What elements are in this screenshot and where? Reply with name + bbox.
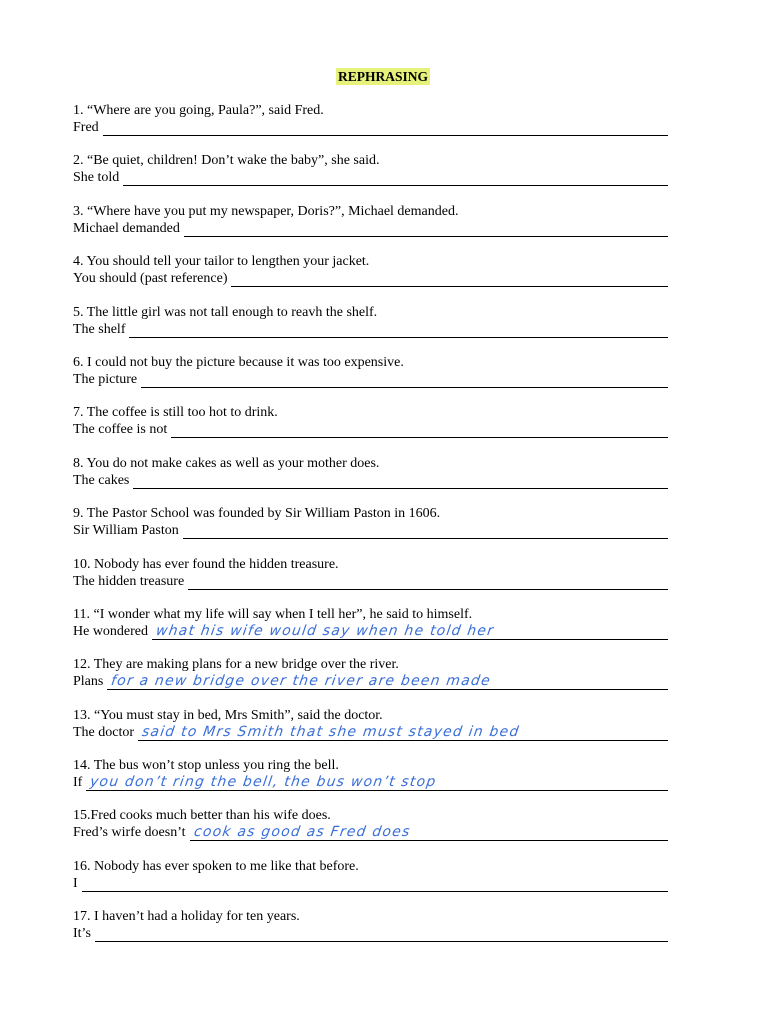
answer-stem: Sir William Paston xyxy=(73,523,179,539)
answer-blank[interactable] xyxy=(138,725,668,741)
exercise-item xyxy=(73,404,668,454)
exercise-item xyxy=(73,757,668,807)
answer-blank[interactable] xyxy=(231,271,668,287)
exercise-item xyxy=(73,858,668,908)
answer-stem: It’s xyxy=(73,926,91,942)
answer-row xyxy=(73,673,668,690)
answer-stem: The doctor xyxy=(73,724,135,740)
exercise-prompt: 15.Fred cooks much better than his wife does. xyxy=(73,808,331,824)
page-title: REPHRASING xyxy=(337,69,428,84)
answer-stem: I xyxy=(73,875,78,891)
answer-blank[interactable] xyxy=(152,624,668,640)
answer-row xyxy=(73,119,668,136)
handwritten-answer: you don’t ring the bell, the bus won’t stop xyxy=(89,774,438,791)
exercise-item xyxy=(73,253,668,303)
exercise-prompt: 13. “You must stay in bed, Mrs Smith”, said the doctor. xyxy=(73,707,383,723)
exercise-prompt: 5. The little girl was not tall enough to reavh the shelf. xyxy=(73,304,378,320)
answer-blank[interactable] xyxy=(141,372,668,388)
answer-blank[interactable] xyxy=(133,473,668,489)
exercise-item xyxy=(73,455,668,505)
answer-stem: Fred’s wirfe doesn’t xyxy=(73,825,186,841)
answer-blank[interactable] xyxy=(190,825,669,841)
exercise-prompt: 1. “Where are you going, Paula?”, said Fred. xyxy=(73,103,324,118)
answer-stem: The coffee is not xyxy=(73,422,168,438)
exercise-prompt: 9. The Pastor School was founded by Sir William Paston in 1606. xyxy=(73,506,441,522)
answer-row xyxy=(73,421,668,438)
exercise-item xyxy=(73,354,668,404)
answer-blank[interactable] xyxy=(129,322,668,338)
handwritten-answer: said to Mrs Smith that she must stayed in bed xyxy=(140,723,521,740)
handwritten-answer: for a new bridge over the river are been made xyxy=(110,673,493,690)
answer-stem: The picture xyxy=(73,371,138,387)
answer-stem: She told xyxy=(73,170,120,186)
answer-blank[interactable] xyxy=(82,876,668,892)
exercise-item xyxy=(73,505,668,555)
exercise-prompt: 10. Nobody has ever found the hidden treasure. xyxy=(73,556,339,572)
answer-blank[interactable] xyxy=(103,120,668,136)
exercise-prompt: 7. The coffee is still too hot to drink. xyxy=(73,405,278,421)
exercise-item xyxy=(73,807,668,857)
answer-row xyxy=(73,169,668,186)
answer-row xyxy=(73,875,668,892)
exercise-prompt: 14. The bus won’t stop unless you ring the bell. xyxy=(73,758,339,774)
exercise-prompt: 2. “Be quiet, children! Don’t wake the baby”, she said. xyxy=(73,153,380,169)
answer-stem: Plans xyxy=(73,674,104,690)
answer-stem: He wondered xyxy=(73,623,149,639)
exercise-prompt: 16. Nobody has ever spoken to me like that before. xyxy=(73,858,359,874)
exercise-item xyxy=(73,152,668,202)
answer-stem: If xyxy=(73,775,83,791)
exercise-item xyxy=(73,606,668,656)
answer-row xyxy=(73,522,668,539)
answer-blank[interactable] xyxy=(123,170,668,186)
answer-blank[interactable] xyxy=(188,574,668,590)
exercise-item xyxy=(73,656,668,706)
answer-row xyxy=(73,321,668,338)
exercise-prompt: 11. “I wonder what my life will say when I tell her”, he said to himself. xyxy=(73,606,473,622)
exercise-prompt: 6. I could not buy the picture because it was too expensive. xyxy=(73,354,404,370)
answer-blank[interactable] xyxy=(95,926,668,942)
answer-blank[interactable] xyxy=(171,422,668,438)
answer-stem: Michael demanded xyxy=(73,220,180,236)
answer-row xyxy=(73,220,668,237)
exercise-item xyxy=(73,203,668,253)
answer-row xyxy=(73,573,668,590)
title-container xyxy=(0,68,768,86)
answer-row xyxy=(73,774,668,791)
answer-row xyxy=(73,270,668,287)
answer-row xyxy=(73,824,668,841)
answer-row xyxy=(73,472,668,489)
exercise-prompt: 8. You do not make cakes as well as your mother does. xyxy=(73,455,380,471)
answer-blank[interactable] xyxy=(86,775,668,791)
exercise-item xyxy=(73,102,668,152)
answer-blank[interactable] xyxy=(183,523,668,539)
exercise-prompt: 17. I haven’t had a holiday for ten years. xyxy=(73,909,300,925)
answer-stem: The hidden treasure xyxy=(73,573,185,589)
exercise-item xyxy=(73,556,668,606)
answer-stem: The cakes xyxy=(73,472,130,488)
answer-row xyxy=(73,724,668,741)
answer-stem: Fred xyxy=(73,120,99,135)
handwritten-answer: cook as good as Fred does xyxy=(192,824,412,841)
answer-row xyxy=(73,925,668,942)
answer-stem: You should (past reference) xyxy=(73,271,228,287)
exercise-item xyxy=(73,707,668,757)
exercise-prompt: 3. “Where have you put my newspaper, Doris?”, Michael demanded. xyxy=(73,203,459,219)
exercise-prompt: 4. You should tell your tailor to lengthen your jacket. xyxy=(73,254,370,270)
answer-stem: The shelf xyxy=(73,321,126,337)
answer-blank[interactable] xyxy=(107,674,668,690)
handwritten-answer: what his wife would say when he told her xyxy=(154,622,496,639)
exercise-prompt: 12. They are making plans for a new bridge over the river. xyxy=(73,657,399,673)
exercise-item xyxy=(73,908,668,958)
answer-row xyxy=(73,371,668,388)
exercise-item xyxy=(73,304,668,354)
exercise-list xyxy=(73,102,668,959)
answer-row xyxy=(73,623,668,640)
answer-blank[interactable] xyxy=(184,221,668,237)
